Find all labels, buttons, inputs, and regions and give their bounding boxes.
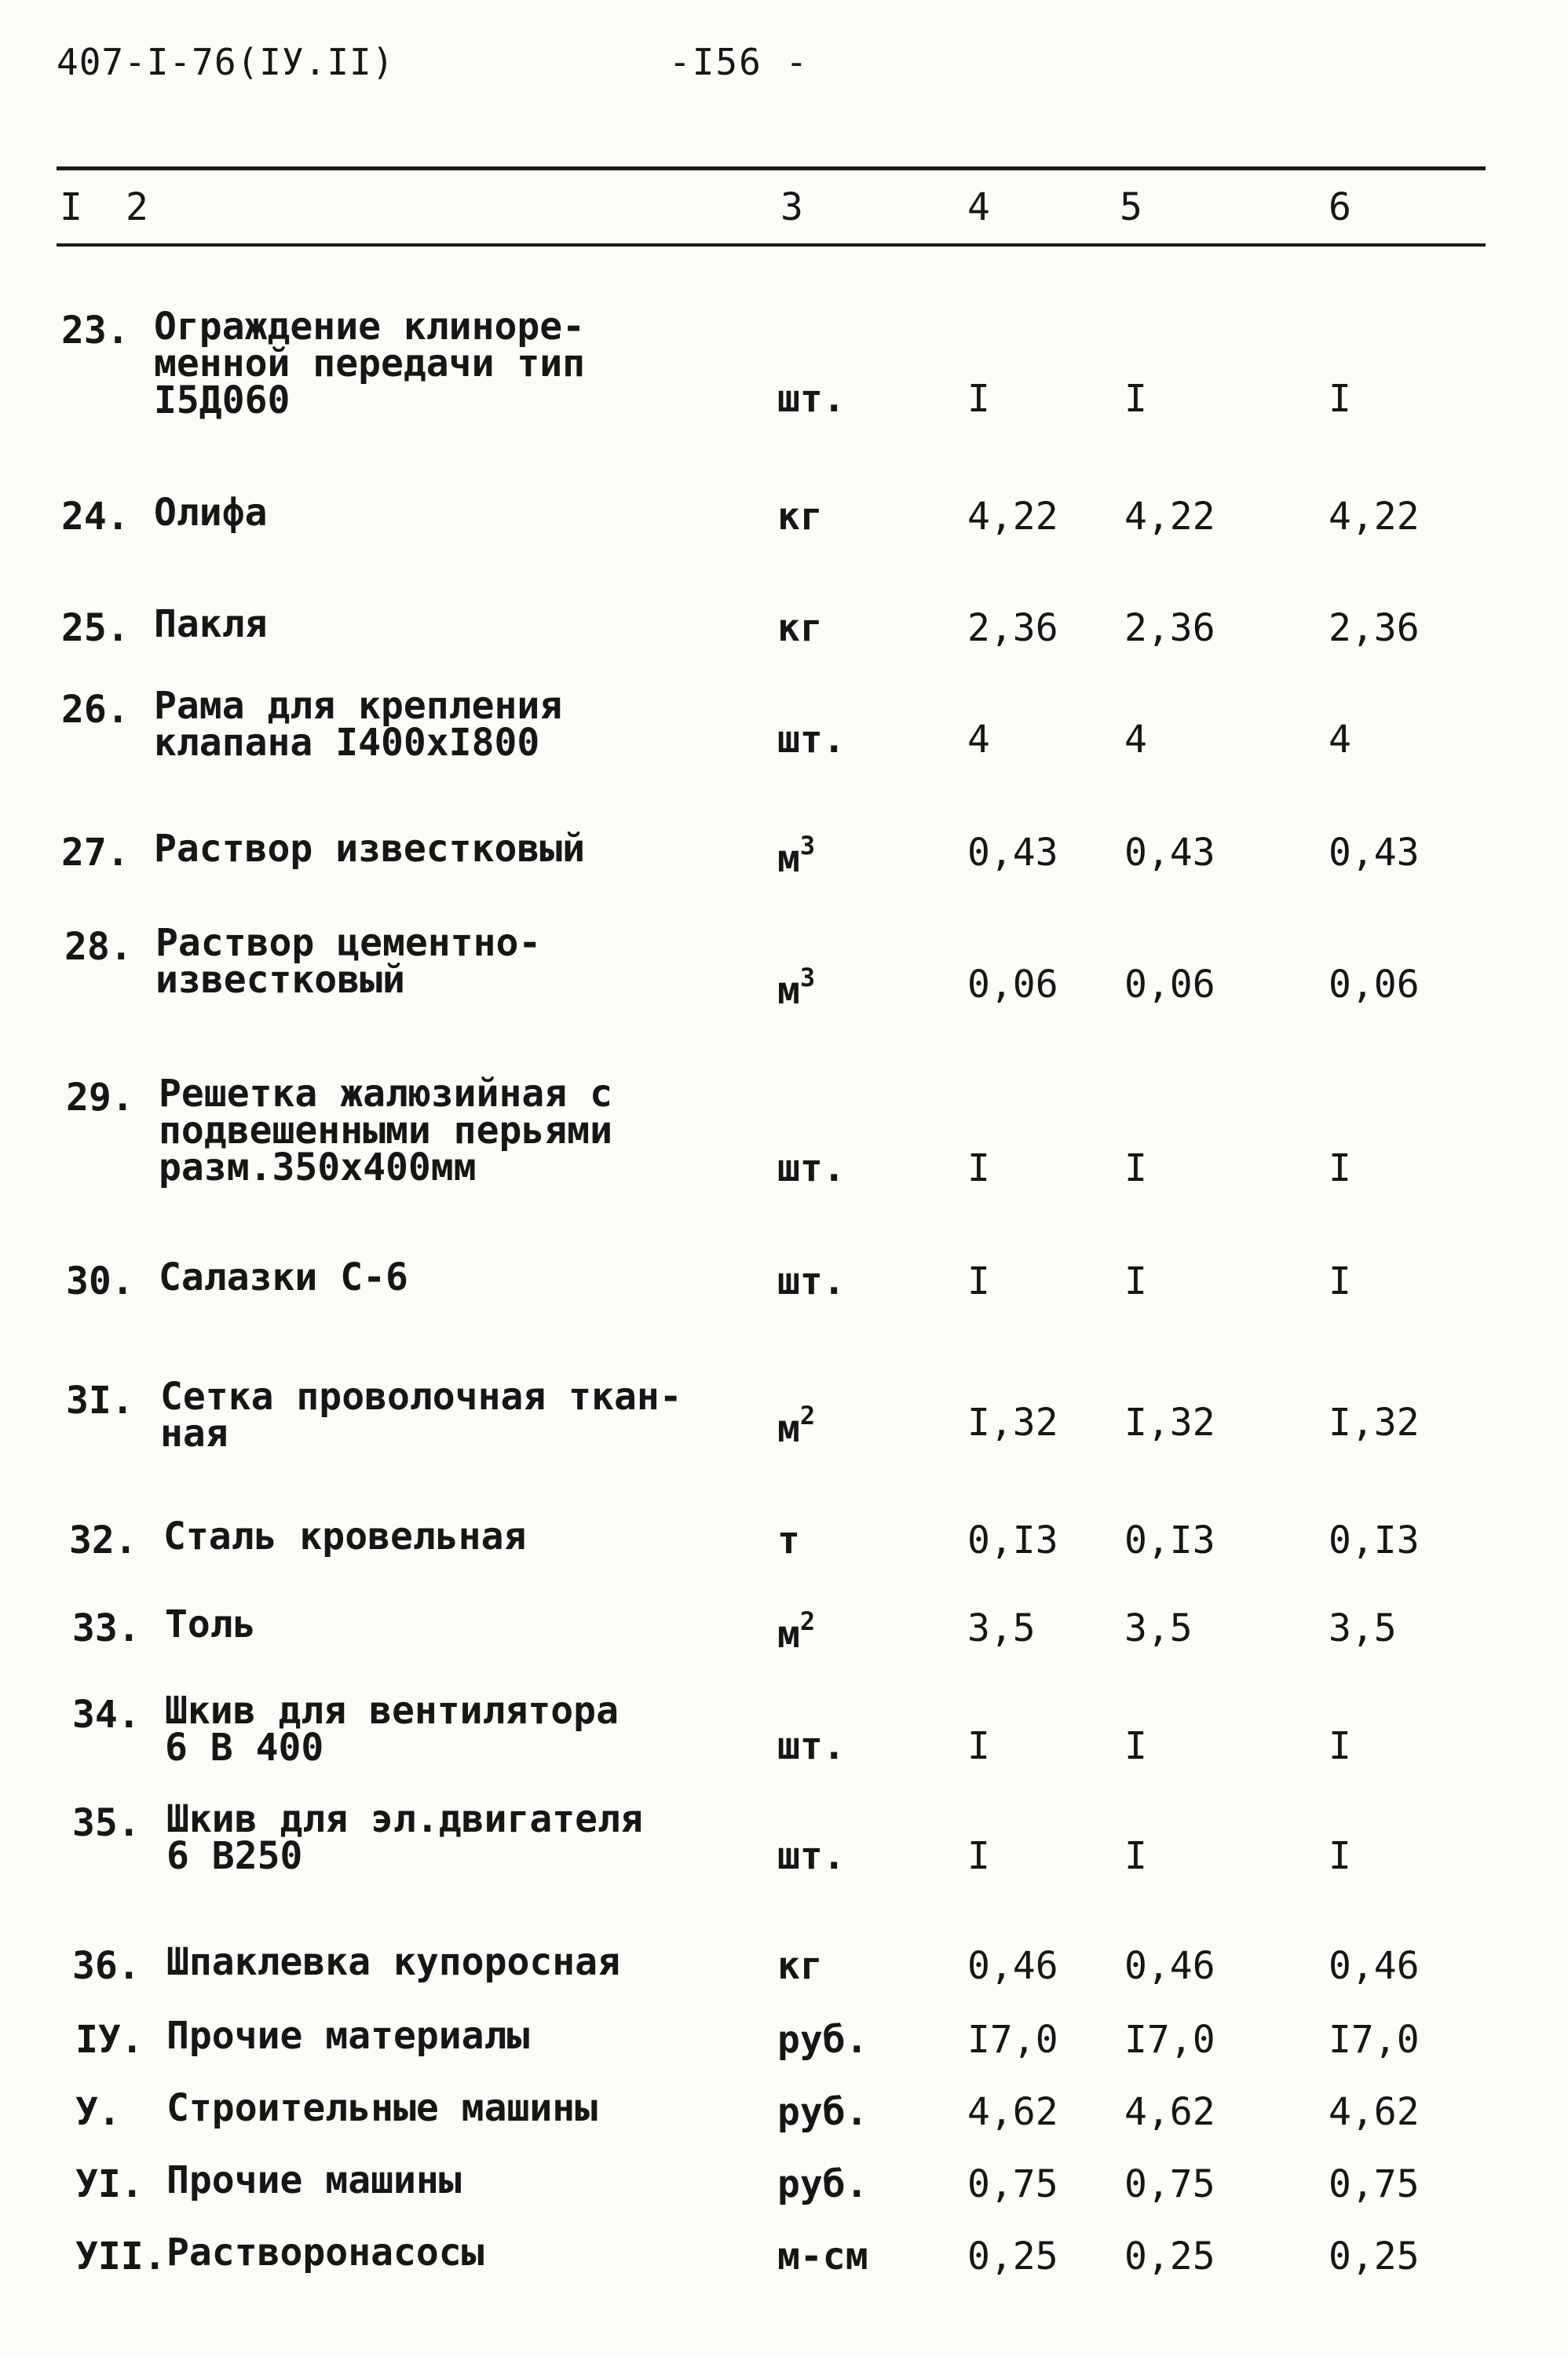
row-item-name: Сталь кровельная xyxy=(163,1515,527,1559)
row-item-name: Растворонасосы xyxy=(166,2231,484,2275)
row-value-6: I xyxy=(1329,1724,1351,1768)
row-unit: $м^2$ xyxy=(777,1401,816,1451)
row-value-6: 2,36 xyxy=(1329,606,1420,650)
row-item-name: Раствор цементно- известковый xyxy=(155,921,542,1003)
unit-exponent: 2 xyxy=(799,1606,816,1636)
table-header-rule xyxy=(57,243,1486,247)
row-number: 24. xyxy=(61,495,130,539)
row-number: 35. xyxy=(72,1801,141,1845)
row-value-6: 0,75 xyxy=(1329,2162,1420,2206)
row-value-6: 4 xyxy=(1329,718,1351,762)
row-number: IУ. xyxy=(75,2018,144,2062)
row-value-5: 0,I3 xyxy=(1124,1518,1215,1562)
row-number: 26. xyxy=(61,688,130,732)
row-item-name: Пакля xyxy=(154,602,268,646)
row-value-5: I xyxy=(1124,1724,1147,1768)
column-header-3: 3 xyxy=(780,185,803,229)
row-item-name: Раствор известковый xyxy=(154,827,586,871)
row-value-6: 0,25 xyxy=(1329,2235,1420,2278)
row-value-5: 4,22 xyxy=(1124,495,1215,539)
row-value-4: I xyxy=(967,1724,990,1768)
row-value-5: 0,43 xyxy=(1124,831,1215,875)
row-value-5: 4,62 xyxy=(1124,2090,1215,2134)
row-value-4: 0,43 xyxy=(967,831,1058,875)
row-number: 27. xyxy=(61,831,130,875)
row-value-5: 4 xyxy=(1124,718,1147,762)
row-unit: м-см xyxy=(777,2235,868,2278)
row-value-4: I xyxy=(967,1834,990,1878)
row-item-name: Решетка жалюзийная с подвешенными перьями разм.350х400мм xyxy=(159,1072,612,1190)
row-item-name: Шпаклевка купоросная xyxy=(166,1940,620,1984)
row-value-6: 0,46 xyxy=(1329,1944,1420,1988)
column-header-6: 6 xyxy=(1329,185,1351,229)
row-item-name: Шкив для вентилятора 6 В 400 xyxy=(165,1689,619,1770)
row-item-name: Прочие машины xyxy=(166,2158,462,2202)
row-unit: руб. xyxy=(777,2018,868,2062)
row-unit: шт. xyxy=(777,1259,846,1303)
row-value-5: I,32 xyxy=(1124,1401,1215,1445)
row-value-4: 0,46 xyxy=(967,1944,1058,1988)
row-value-5: 0,75 xyxy=(1124,2162,1215,2206)
row-unit: $м^3$ xyxy=(777,831,816,881)
row-item-name: Толь xyxy=(165,1602,256,1646)
row-value-4: 4 xyxy=(967,718,990,762)
row-unit: кг xyxy=(777,1944,823,1988)
row-value-5: I xyxy=(1124,1146,1147,1190)
page-number: -I56 - xyxy=(669,41,810,83)
column-header-5: 5 xyxy=(1120,185,1142,229)
unit-exponent: 2 xyxy=(799,1401,816,1431)
row-value-6: I,32 xyxy=(1329,1401,1420,1445)
row-value-6: 3,5 xyxy=(1329,1606,1397,1650)
row-value-4: I7,0 xyxy=(967,2018,1058,2062)
row-value-4: I xyxy=(967,1146,990,1190)
row-value-5: 3,5 xyxy=(1124,1606,1193,1650)
row-value-4: 2,36 xyxy=(967,606,1058,650)
row-value-6: 4,22 xyxy=(1329,495,1420,539)
row-value-6: 0,43 xyxy=(1329,831,1420,875)
row-value-5: I xyxy=(1124,377,1147,421)
row-value-4: 0,06 xyxy=(967,963,1058,1007)
row-value-5: I xyxy=(1124,1834,1147,1878)
row-value-5: I7,0 xyxy=(1124,2018,1215,2062)
row-item-name: Прочие материалы xyxy=(166,2014,530,2058)
row-unit: шт. xyxy=(777,1146,846,1190)
row-value-5: 0,25 xyxy=(1124,2235,1215,2278)
row-unit: шт. xyxy=(777,1834,846,1878)
row-value-5: 0,46 xyxy=(1124,1944,1215,1988)
row-number: 32. xyxy=(69,1518,137,1562)
row-unit: шт. xyxy=(777,1724,846,1768)
row-item-name: Олифа xyxy=(154,491,268,535)
row-number: 3I. xyxy=(66,1379,134,1423)
row-value-4: 0,25 xyxy=(967,2235,1058,2278)
row-number: 25. xyxy=(61,606,130,650)
row-item-name: Рама для крепления клапана I400хI800 xyxy=(154,684,563,766)
row-unit: руб. xyxy=(777,2162,868,2206)
row-unit: кг xyxy=(777,495,823,539)
table-top-rule xyxy=(57,166,1486,170)
row-number: 29. xyxy=(66,1076,134,1120)
row-item-name: Шкив для эл.двигателя 6 В250 xyxy=(166,1797,643,1879)
row-value-6: I xyxy=(1329,1146,1351,1190)
row-value-5: I xyxy=(1124,1259,1147,1303)
row-number: УI. xyxy=(75,2162,144,2206)
row-number: 30. xyxy=(66,1259,134,1303)
row-value-4: I,32 xyxy=(967,1401,1058,1445)
row-value-6: I xyxy=(1329,1834,1351,1878)
column-header-2: 2 xyxy=(126,185,148,229)
row-value-6: 4,62 xyxy=(1329,2090,1420,2134)
row-value-6: I xyxy=(1329,1259,1351,1303)
row-value-6: 0,06 xyxy=(1329,963,1420,1007)
column-header-1: I xyxy=(60,185,82,229)
row-value-5: 2,36 xyxy=(1124,606,1215,650)
row-value-4: 0,75 xyxy=(967,2162,1058,2206)
row-item-name: Ограждение клиноре- менной передачи тип I5Д060 xyxy=(154,305,586,423)
unit-exponent: 3 xyxy=(799,963,816,992)
row-unit: шт. xyxy=(777,718,846,762)
row-unit: $м^3$ xyxy=(777,963,816,1013)
unit-exponent: 3 xyxy=(799,831,816,861)
row-item-name: Салазки С-6 xyxy=(159,1255,408,1299)
row-value-6: I xyxy=(1329,377,1351,421)
row-number: 28. xyxy=(64,925,133,969)
row-number: У. xyxy=(75,2090,121,2134)
row-value-4: I xyxy=(967,377,990,421)
row-unit: т xyxy=(777,1518,800,1562)
row-number: УII. xyxy=(75,2235,166,2278)
row-item-name: Строительные машины xyxy=(166,2086,598,2130)
row-unit: руб. xyxy=(777,2090,868,2134)
row-value-4: 4,62 xyxy=(967,2090,1058,2134)
row-value-4: 3,5 xyxy=(967,1606,1036,1650)
row-value-4: 0,I3 xyxy=(967,1518,1058,1562)
row-value-4: 4,22 xyxy=(967,495,1058,539)
column-header-4: 4 xyxy=(967,185,990,229)
row-value-6: 0,I3 xyxy=(1329,1518,1420,1562)
row-value-4: I xyxy=(967,1259,990,1303)
row-value-5: 0,06 xyxy=(1124,963,1215,1007)
row-unit: $м^2$ xyxy=(777,1606,816,1657)
row-item-name: Сетка проволочная ткан- ная xyxy=(160,1375,682,1456)
row-number: 34. xyxy=(72,1693,141,1737)
document-code: 407-I-76(IУ.II) xyxy=(57,41,395,83)
row-number: 36. xyxy=(72,1944,141,1988)
row-unit: кг xyxy=(777,606,823,650)
row-number: 33. xyxy=(72,1606,141,1650)
row-value-6: I7,0 xyxy=(1329,2018,1420,2062)
row-number: 23. xyxy=(61,309,130,353)
row-unit: шт. xyxy=(777,377,846,421)
